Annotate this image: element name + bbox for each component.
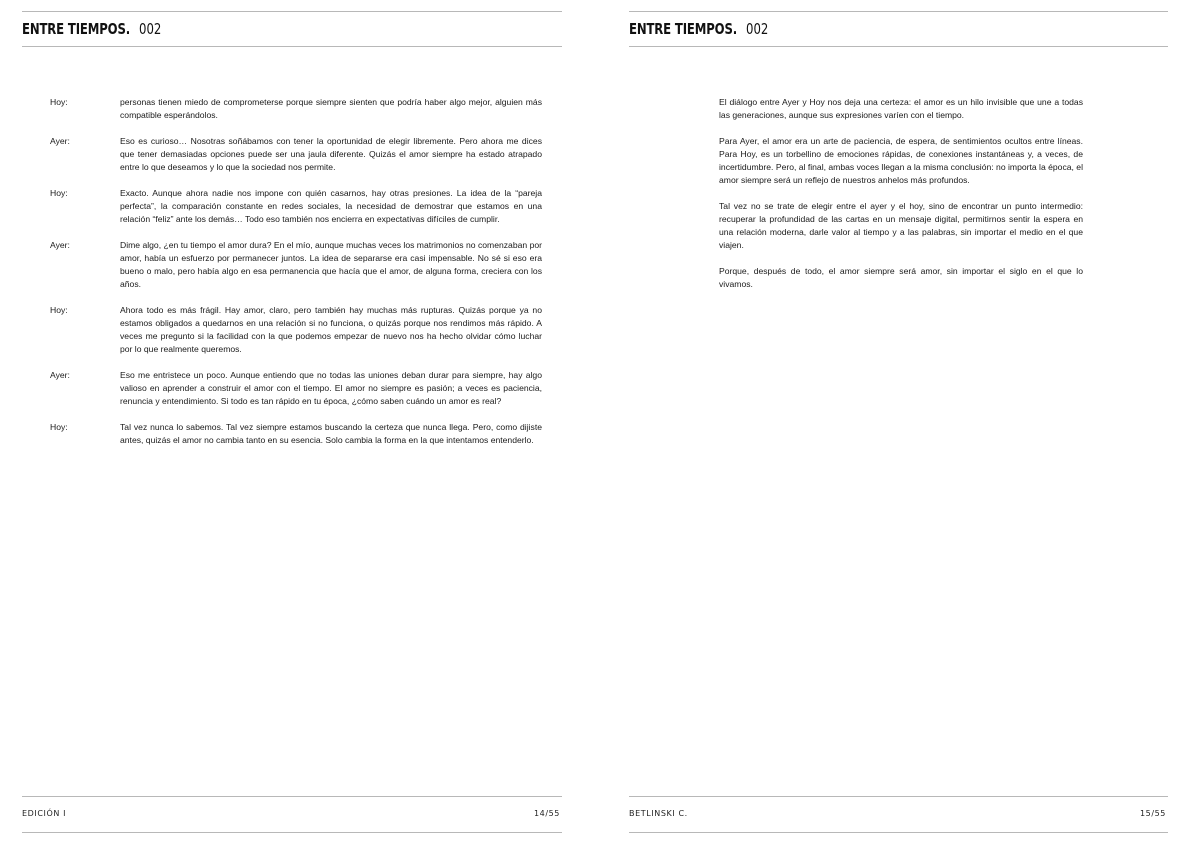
running-head bbox=[629, 19, 775, 39]
utterance-text: Exacto. Aunque ahora nadie nos impone con quién casarnos, hay otras presiones. La idea de la “pareja perfecta”, la comparación constante en redes sociales, la necesidad de demostrar que estamos en una relación “feliz” ante los demás… Todo eso también nos encierra en expectativas difíciles de cumplir. bbox=[120, 188, 542, 224]
utterance-text: personas tienen miedo de comprometerse porque siempre sienten que podría haber algo mejor, alguien más compatible esperándolos. bbox=[120, 97, 542, 120]
footer-bottom-rule bbox=[22, 832, 562, 833]
speaker-label: Ayer: bbox=[50, 370, 70, 380]
essay-paragraph: Para Ayer, el amor era un arte de paciencia, de espera, de sentimientos ocultos entre líneas. Para Hoy, es un torbellino de emociones rápidas, de conexiones instantáneas y, a veces, de incertidumbre. Pero, al final, ambas voces llegan a la misma conclusión: no importa la época, el amor siempre será un reflejo de nuestros anhelos más profundos. bbox=[719, 136, 1083, 185]
author-label: BETLINSKI C. bbox=[629, 809, 688, 818]
top-rule bbox=[629, 11, 1168, 12]
edition-label: EDICIÓN I bbox=[22, 809, 67, 818]
essay-body bbox=[719, 96, 1083, 304]
speaker-label: Hoy: bbox=[50, 422, 68, 432]
utterance-text: Eso me entristece un poco. Aunque entiendo que no todas las uniones deban durar para siempre, hay algo valioso en aprender a construir el amor con el tiempo. El amor no siempre es pasión; a veces es paciencia, renuncia y entendimiento. Si todo es tan rápido en tu época, ¿cómo saben cuándo un amor es real? bbox=[120, 370, 542, 406]
essay-paragraph: Porque, después de todo, el amor siempre será amor, sin importar el siglo en el que lo vivamos. bbox=[719, 266, 1083, 289]
page-number: 14/55 bbox=[533, 809, 560, 818]
essay-paragraph: El diálogo entre Ayer y Hoy nos deja una certeza: el amor es un hilo invisible que une a todas las generaciones, aunque sus expresiones varíen con el tiempo. bbox=[719, 97, 1083, 120]
speaker-label: Hoy: bbox=[50, 305, 68, 315]
issue-number: 002 bbox=[139, 20, 162, 38]
footer-rule bbox=[22, 796, 562, 797]
speaker-label: Ayer: bbox=[50, 240, 70, 250]
right-page bbox=[629, 0, 1168, 842]
issue-number: 002 bbox=[746, 20, 769, 38]
speaker-label: Ayer: bbox=[50, 136, 70, 146]
dialogue-turn bbox=[50, 369, 542, 408]
speaker-label: Hoy: bbox=[50, 188, 68, 198]
footer-rule bbox=[629, 796, 1168, 797]
essay-paragraph: Tal vez no se trate de elegir entre el ayer y el hoy, sino de encontrar un punto intermedio: recuperar la profundidad de las cartas en un mensaje digital, permitirnos sentir la espera en una relación moderna, darle valor al tiempo y a las palabras, sin importar el medio en el que viajen. bbox=[719, 201, 1083, 250]
utterance-text: Tal vez nunca lo sabemos. Tal vez siempre estamos buscando la certeza que nunca llega. Pero, como dijiste antes, quizás el amor no cambia tanto en su esencia. Solo cambia la forma en la que intentamos entenderlo. bbox=[120, 422, 542, 445]
dialogue-turn bbox=[50, 304, 542, 356]
page-number: 15/55 bbox=[1139, 809, 1166, 818]
left-page bbox=[22, 0, 562, 842]
utterance-text: Eso es curioso… Nosotras soñábamos con tener la oportunidad de elegir libremente. Pero ahora me dices que tener demasiadas opciones puede ser una jaula diferente. Quizás el amor siempre ha estado atrapado entre lo que deseamos y lo que la sociedad nos permite. bbox=[120, 136, 542, 172]
dialogue bbox=[50, 96, 542, 460]
dialogue-turn bbox=[50, 187, 542, 226]
header-rule bbox=[629, 46, 1168, 47]
header-rule bbox=[22, 46, 562, 47]
running-head bbox=[22, 19, 168, 39]
dialogue-turn bbox=[50, 239, 542, 291]
footer-bottom-rule bbox=[629, 832, 1168, 833]
dialogue-turn bbox=[50, 421, 542, 447]
top-rule bbox=[22, 11, 562, 12]
magazine-title: ENTRE TIEMPOS. bbox=[629, 20, 738, 38]
dialogue-turn bbox=[50, 96, 542, 122]
magazine-title: ENTRE TIEMPOS. bbox=[22, 20, 131, 38]
utterance-text: Ahora todo es más frágil. Hay amor, claro, pero también hay muchas más rupturas. Quizás porque ya no estamos obligados a quedarnos en una relación si no funciona, o quizás porque nos rendimos más rápido. A veces me pregunto si la facilidad con la que podemos empezar de nuevo nos ha hecho olvidar cómo luchar por lo que realmente queremos. bbox=[120, 305, 542, 354]
utterance-text: Dime algo, ¿en tu tiempo el amor dura? En el mío, aunque muchas veces los matrimonios no comenzaban por amor, había un esfuerzo por permanecer juntos. La idea de separarse era casi impensable. No sé si eso era bueno o malo, pero había algo en esa permanencia que hacía que el amor, de alguna forma, creciera con los años. bbox=[120, 240, 542, 289]
speaker-label: Hoy: bbox=[50, 97, 68, 107]
dialogue-turn bbox=[50, 135, 542, 174]
